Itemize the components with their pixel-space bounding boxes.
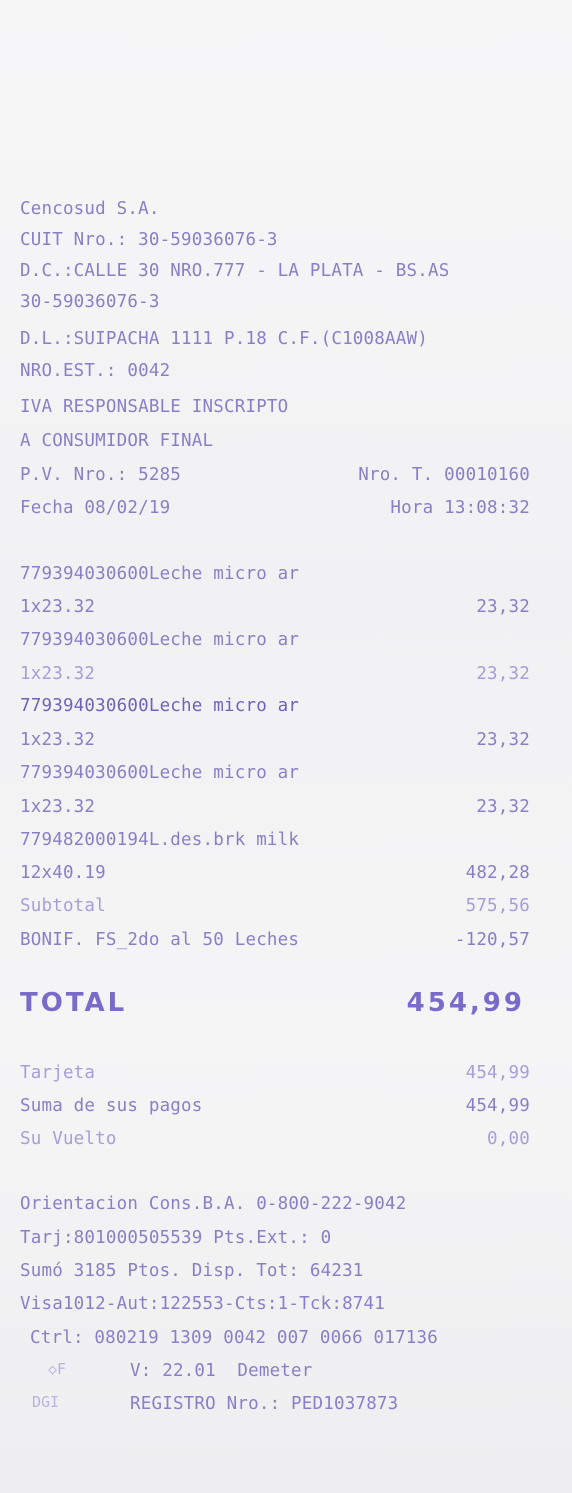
payment-value: 454,99 bbox=[465, 1096, 530, 1116]
consumer-type: A CONSUMIDOR FINAL bbox=[20, 431, 214, 451]
total-value: 454,99 bbox=[406, 988, 525, 1018]
discount-value: -120,57 bbox=[454, 930, 530, 950]
payment-row bbox=[20, 1062, 530, 1084]
pv-number: P.V. Nro.: 5285 bbox=[20, 465, 182, 485]
item-row bbox=[20, 729, 530, 751]
item-desc: 779394030600Leche micro ar bbox=[20, 564, 300, 584]
discount-row bbox=[20, 929, 530, 951]
item-row bbox=[20, 663, 530, 685]
item-row bbox=[20, 596, 530, 618]
time: Hora 13:08:32 bbox=[390, 498, 530, 518]
subtotal-label: Subtotal bbox=[20, 896, 106, 916]
iva-status: IVA RESPONSABLE INSCRIPTO bbox=[20, 397, 289, 417]
date-row bbox=[20, 497, 530, 519]
item-qty: 1x23.32 bbox=[20, 664, 96, 684]
item-qty: 1x23.32 bbox=[20, 597, 96, 617]
visa-auth: Visa1012-Aut:122553-Cts:1-Tck:8741 bbox=[20, 1294, 386, 1314]
payment-label: Suma de sus pagos bbox=[20, 1096, 203, 1116]
item-amount: 23,32 bbox=[476, 797, 530, 817]
item-qty: 1x23.32 bbox=[20, 797, 96, 817]
fiscal-logo-mark: ◇F bbox=[48, 1360, 67, 1378]
store-number: NRO.EST.: 0042 bbox=[20, 361, 171, 381]
address-dl: D.L.:SUIPACHA 1111 P.18 C.F.(C1008AAW) bbox=[20, 329, 428, 349]
dgi-logo-mark: DGI bbox=[32, 1393, 60, 1411]
pv-row bbox=[20, 464, 530, 486]
points-info: Sumó 3185 Ptos. Disp. Tot: 64231 bbox=[20, 1261, 364, 1281]
registration-number: REGISTRO Nro.: PED1037873 bbox=[130, 1394, 399, 1414]
discount-label: BONIF. FS_2do al 50 Leches bbox=[20, 930, 300, 950]
item-desc: 779394030600Leche micro ar bbox=[20, 630, 300, 650]
payment-label: Tarjeta bbox=[20, 1063, 96, 1083]
ticket-number: Nro. T. 00010160 bbox=[358, 465, 530, 485]
subtotal-row bbox=[20, 895, 530, 917]
change-label: Su Vuelto bbox=[20, 1129, 117, 1149]
item-amount: 23,32 bbox=[476, 597, 530, 617]
change-value: 0,00 bbox=[487, 1129, 530, 1149]
version: V: 22.01 Demeter bbox=[130, 1361, 313, 1381]
control-code: Ctrl: 080219 1309 0042 007 0066 017136 bbox=[30, 1328, 438, 1348]
orientation-phone: Orientacion Cons.B.A. 0-800-222-9042 bbox=[20, 1194, 407, 1214]
item-row bbox=[20, 796, 530, 818]
cuit-repeat: 30-59036076-3 bbox=[20, 292, 160, 312]
address-dc: D.C.:CALLE 30 NRO.777 - LA PLATA - BS.AS bbox=[20, 261, 450, 281]
company-name: Cencosud S.A. bbox=[20, 199, 160, 219]
card-info: Tarj:801000505539 Pts.Ext.: 0 bbox=[20, 1228, 332, 1248]
total-label: TOTAL bbox=[20, 988, 128, 1018]
subtotal-value: 575,56 bbox=[465, 896, 530, 916]
item-amount: 23,32 bbox=[476, 664, 530, 684]
item-desc: 779482000194L.des.brk milk bbox=[20, 830, 300, 850]
item-desc: 779394030600Leche micro ar bbox=[20, 763, 300, 783]
item-row bbox=[20, 862, 530, 884]
date: Fecha 08/02/19 bbox=[20, 498, 171, 518]
item-qty: 1x23.32 bbox=[20, 730, 96, 750]
cuit: CUIT Nro.: 30-59036076-3 bbox=[20, 230, 278, 250]
item-amount: 23,32 bbox=[476, 730, 530, 750]
total-row bbox=[20, 988, 525, 1018]
item-qty: 12x40.19 bbox=[20, 863, 106, 883]
item-amount: 482,28 bbox=[465, 863, 530, 883]
payment-value: 454,99 bbox=[465, 1063, 530, 1083]
change-row bbox=[20, 1128, 530, 1150]
payment-row bbox=[20, 1095, 530, 1117]
item-desc: 779394030600Leche micro ar bbox=[20, 696, 300, 716]
